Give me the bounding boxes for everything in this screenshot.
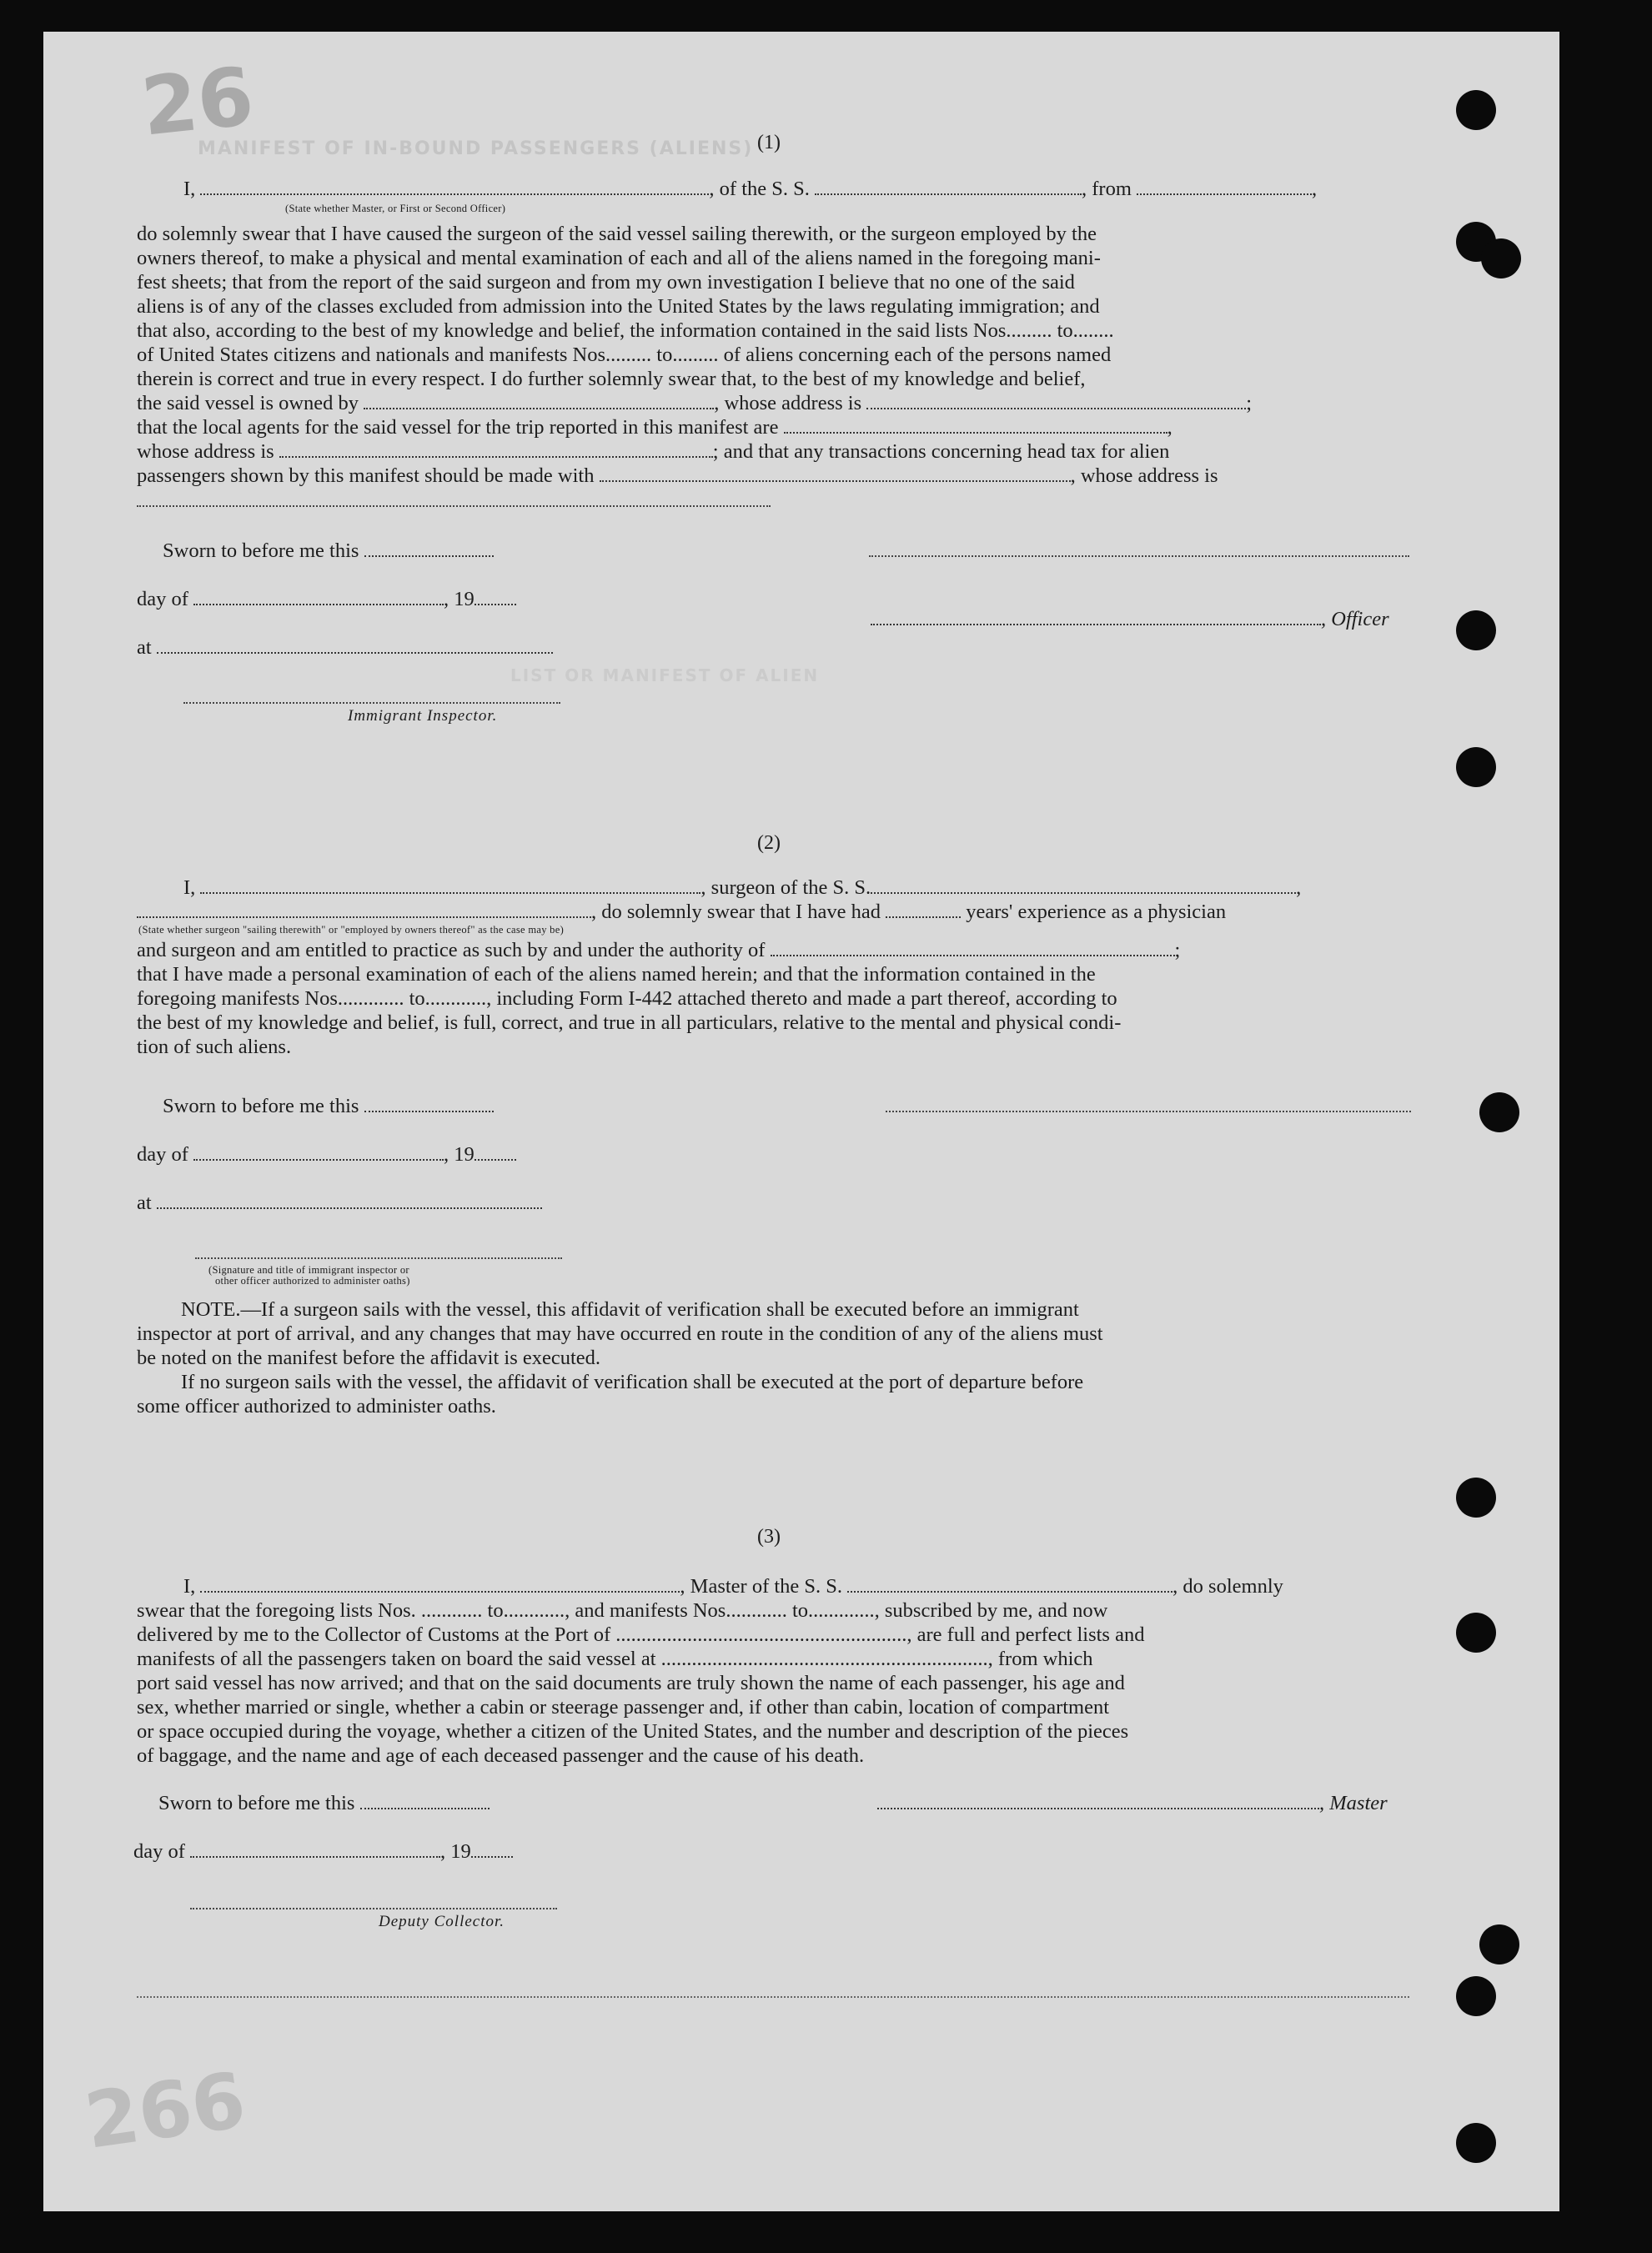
s1-name-field[interactable] bbox=[200, 188, 709, 195]
s2-sworn-label: Sworn to before me this bbox=[163, 1095, 359, 1117]
s1-whose-label: whose address is bbox=[137, 440, 274, 463]
s3-i: I, bbox=[183, 1575, 196, 1598]
s1-year-label: , 19 bbox=[444, 588, 475, 610]
s1-agent-address-field[interactable] bbox=[279, 451, 713, 458]
s3-line1 bbox=[183, 1574, 1283, 1598]
s1-of-ss: , of the S. S. bbox=[709, 178, 810, 200]
s3-year-field[interactable] bbox=[471, 1851, 513, 1858]
s3-day-field[interactable] bbox=[190, 1851, 440, 1858]
s1-whose-end: , whose address is bbox=[1070, 464, 1218, 487]
s1-head-tax: ; and that any transactions concerning head tax for alien bbox=[712, 440, 1170, 463]
s1-day-label: day of bbox=[137, 588, 188, 610]
s2-note-5: some officer authorized to administer oaths. bbox=[137, 1395, 496, 1418]
s3-year-label: , 19 bbox=[440, 1840, 471, 1863]
punch-hole bbox=[1456, 1478, 1496, 1518]
s1-owned-line bbox=[137, 391, 1252, 415]
s1-whose-address: , whose address is bbox=[714, 392, 862, 414]
s2-line2 bbox=[137, 900, 1226, 924]
s1-officer-field[interactable] bbox=[871, 619, 1321, 625]
s1-sworn-label: Sworn to before me this bbox=[163, 539, 359, 562]
s1-body-5: that also, according to the best of my knowledge and belief, the information contained in the said lists Nos......... to........ bbox=[137, 319, 1114, 342]
s2-line1 bbox=[183, 876, 1301, 900]
s2-vessel-field[interactable] bbox=[871, 887, 1296, 894]
s2-note-1 bbox=[181, 1297, 1079, 1322]
section-3-number: (3) bbox=[757, 1526, 781, 1548]
s2-note-label: NOTE. bbox=[181, 1298, 241, 1321]
s3-sworn-label: Sworn to before me this bbox=[158, 1792, 355, 1814]
punch-hole bbox=[1479, 1924, 1519, 1964]
s2-authority-label: and surgeon and am entitled to practice as such by and under the authority of bbox=[137, 939, 766, 961]
s3-body-3: manifests of all the passengers taken on board the said vessel at ................................................................, from which bbox=[137, 1648, 1093, 1670]
s3-master-name-field[interactable] bbox=[200, 1586, 680, 1593]
s3-body-7: of baggage, and the name and age of each deceased passenger and the cause of his death. bbox=[137, 1744, 865, 1767]
s2-swear: , do solemnly swear that I have had bbox=[591, 901, 881, 923]
punch-hole bbox=[1479, 1092, 1519, 1132]
s2-signature-line[interactable] bbox=[886, 1111, 1411, 1112]
faint-header-text: MANIFEST OF IN-BOUND PASSENGERS (ALIENS) bbox=[198, 138, 754, 159]
s3-body-1: swear that the foregoing lists Nos. ............ to............, and manifests Nos............ to............., subscribed by me, and now bbox=[137, 1599, 1108, 1622]
section-2-number: (2) bbox=[757, 832, 781, 854]
s1-year-field[interactable] bbox=[475, 599, 516, 605]
s2-surgeon-name-field[interactable] bbox=[200, 887, 700, 894]
s1-from-field[interactable] bbox=[1137, 188, 1312, 195]
punch-hole bbox=[1456, 747, 1496, 787]
s1-inspector-label: Immigrant Inspector. bbox=[348, 707, 498, 725]
s2-note-2: inspector at port of arrival, and any changes that may have occurred en route in the condition of any of the aliens must bbox=[137, 1322, 1103, 1345]
s1-agents-label: that the local agents for the said vessel for the trip reported in this manifest are bbox=[137, 416, 779, 439]
s2-authority-field[interactable] bbox=[771, 950, 1175, 956]
s3-deputy-label: Deputy Collector. bbox=[379, 1913, 505, 1930]
s1-address-line bbox=[137, 439, 1169, 464]
s2-years-label: years' experience as a physician bbox=[966, 901, 1227, 923]
s2-comma: , bbox=[1296, 876, 1302, 899]
s2-at-label: at bbox=[137, 1192, 152, 1214]
s3-master-of: , Master of the S. S. bbox=[680, 1575, 843, 1598]
s3-day bbox=[133, 1839, 513, 1864]
s3-sworn-field[interactable] bbox=[360, 1803, 490, 1809]
s3-master-line bbox=[877, 1791, 1388, 1815]
s3-solemnly: , do solemnly bbox=[1172, 1575, 1283, 1598]
s2-sworn bbox=[163, 1094, 494, 1118]
s1-address-continuation-field[interactable] bbox=[137, 505, 771, 507]
punch-hole bbox=[1456, 610, 1496, 650]
section-1-number: (1) bbox=[757, 132, 781, 153]
s2-body-2: foregoing manifests Nos............. to............, including Form I-442 attached thereto and made a part thereof, according to bbox=[137, 987, 1117, 1010]
s1-body-3: fest sheets; that from the report of the said surgeon and from my own investigation I believe that no one of the said bbox=[137, 271, 1075, 294]
punch-hole bbox=[1481, 238, 1521, 278]
s1-at bbox=[137, 635, 553, 660]
s2-at bbox=[137, 1191, 542, 1215]
s3-master-signature-field[interactable] bbox=[877, 1803, 1319, 1809]
s1-signature-line[interactable] bbox=[869, 555, 1409, 557]
s2-note-text-1: —If a surgeon sails with the vessel, this affidavit of verification shall be executed before an immigrant bbox=[240, 1298, 1079, 1321]
s2-years-field[interactable] bbox=[886, 911, 961, 918]
faint-middle-text: LIST OR MANIFEST OF ALIEN bbox=[510, 665, 820, 685]
s1-sworn bbox=[163, 539, 494, 563]
s2-year-label: , 19 bbox=[444, 1143, 475, 1166]
s1-at-field[interactable] bbox=[157, 647, 553, 654]
s3-day-label: day of bbox=[133, 1840, 185, 1863]
s1-agents-line bbox=[137, 415, 1172, 439]
s1-body-2: owners thereof, to make a physical and mental examination of each and all of the aliens named in the foregoing mani- bbox=[137, 247, 1101, 269]
s1-at-label: at bbox=[137, 636, 152, 659]
s2-year-field[interactable] bbox=[475, 1154, 516, 1161]
punch-hole bbox=[1456, 90, 1496, 130]
s1-owner-field[interactable] bbox=[364, 403, 714, 409]
s2-day-label: day of bbox=[137, 1143, 188, 1166]
s3-body-4: port said vessel has now arrived; and that on the said documents are truly shown the name of each passenger, his age and bbox=[137, 1672, 1125, 1694]
s3-sworn bbox=[158, 1791, 490, 1815]
s1-day bbox=[137, 587, 516, 611]
s1-from: , from bbox=[1082, 178, 1132, 200]
s3-body-6: or space occupied during the voyage, whether a citizen of the United States, and the number and description of the pieces bbox=[137, 1720, 1129, 1743]
s2-body-1: that I have made a personal examination of each of the aliens named herein; and that the information contained in the bbox=[137, 963, 1096, 986]
s2-authority-line bbox=[137, 938, 1180, 962]
form-page bbox=[43, 32, 1559, 2211]
s1-line1 bbox=[183, 177, 1451, 201]
s1-officer-line bbox=[871, 607, 1389, 631]
punch-hole bbox=[1456, 2123, 1496, 2163]
s1-semicolon: ; bbox=[1246, 392, 1253, 414]
s1-i: I, bbox=[183, 178, 196, 200]
stamp-number-bottom: 266 bbox=[79, 2055, 251, 2166]
s3-body-2: delivered by me to the Collector of Customs at the Port of ........................................................., are full and perfect lists and bbox=[137, 1623, 1145, 1646]
s2-body-3: the best of my knowledge and belief, is full, correct, and true in all particulars, relative to the mental and physical condi- bbox=[137, 1011, 1122, 1034]
s1-day-field[interactable] bbox=[193, 599, 444, 605]
s2-sworn-field[interactable] bbox=[364, 1106, 494, 1112]
s1-body-6: of United States citizens and nationals and manifests Nos......... to......... of aliens concerning each of the persons named bbox=[137, 344, 1112, 366]
s1-owner-address-field[interactable] bbox=[866, 403, 1246, 409]
s2-semicolon: ; bbox=[1174, 939, 1181, 961]
s1-body-4: aliens is of any of the classes excluded from admission into the United States by the laws regulating immigration; and bbox=[137, 295, 1100, 318]
bottom-rule bbox=[137, 1996, 1409, 1998]
s1-body-7: therein is correct and true in every respect. I do further solemnly swear that, to the best of my knowledge and belief, bbox=[137, 368, 1086, 390]
s2-sig-caption-2: other officer authorized to administer oaths) bbox=[215, 1275, 410, 1287]
s2-note-4: If no surgeon sails with the vessel, the affidavit of verification shall be executed at the port of departure before bbox=[181, 1371, 1084, 1393]
s1-owned-label: the said vessel is owned by bbox=[137, 392, 359, 414]
s1-vessel-field[interactable] bbox=[815, 188, 1082, 195]
s2-at-field[interactable] bbox=[157, 1202, 542, 1209]
punch-hole bbox=[1456, 1976, 1496, 2016]
s1-officer-label: , Officer bbox=[1321, 608, 1389, 630]
s2-day-field[interactable] bbox=[193, 1154, 444, 1161]
s2-i: I, bbox=[183, 876, 196, 899]
punch-hole bbox=[1456, 1613, 1496, 1653]
s1-caption: (State whether Master, or First or Second Officer) bbox=[285, 203, 506, 214]
s2-note-3: be noted on the manifest before the affidavit is executed. bbox=[137, 1347, 601, 1369]
s1-sworn-field[interactable] bbox=[364, 550, 494, 557]
s1-passengers-line bbox=[137, 464, 1218, 488]
s2-inspector-line[interactable] bbox=[195, 1257, 562, 1259]
s2-day bbox=[137, 1142, 516, 1167]
s3-master-label: , Master bbox=[1319, 1792, 1388, 1814]
s1-comma: , bbox=[1312, 178, 1318, 200]
s1-comma2: , bbox=[1167, 416, 1172, 439]
s1-passengers-label: passengers shown by this manifest should be made with bbox=[137, 464, 595, 487]
s2-surgeon-type-field[interactable] bbox=[137, 911, 591, 918]
s2-sig-caption-1: (Signature and title of immigrant inspector or bbox=[208, 1264, 409, 1276]
s2-caption: (State whether surgeon "sailing therewith" or "employed by owners thereof" as the case may be) bbox=[138, 924, 565, 936]
stamp-number-top: 26 bbox=[137, 49, 259, 154]
s2-body-4: tion of such aliens. bbox=[137, 1036, 292, 1058]
s2-surgeon-of: , surgeon of the S. S. bbox=[700, 876, 871, 899]
s1-body-1: do solemnly swear that I have caused the surgeon of the said vessel sailing therewith, or the surgeon employed by the bbox=[137, 223, 1097, 245]
s3-vessel-field[interactable] bbox=[847, 1586, 1172, 1593]
s1-agents-field[interactable] bbox=[784, 427, 1167, 434]
s1-tax-contact-field[interactable] bbox=[600, 475, 1071, 482]
s3-body-5: sex, whether married or single, whether a cabin or steerage passenger and, if other than cabin, location of compartment bbox=[137, 1696, 1110, 1719]
